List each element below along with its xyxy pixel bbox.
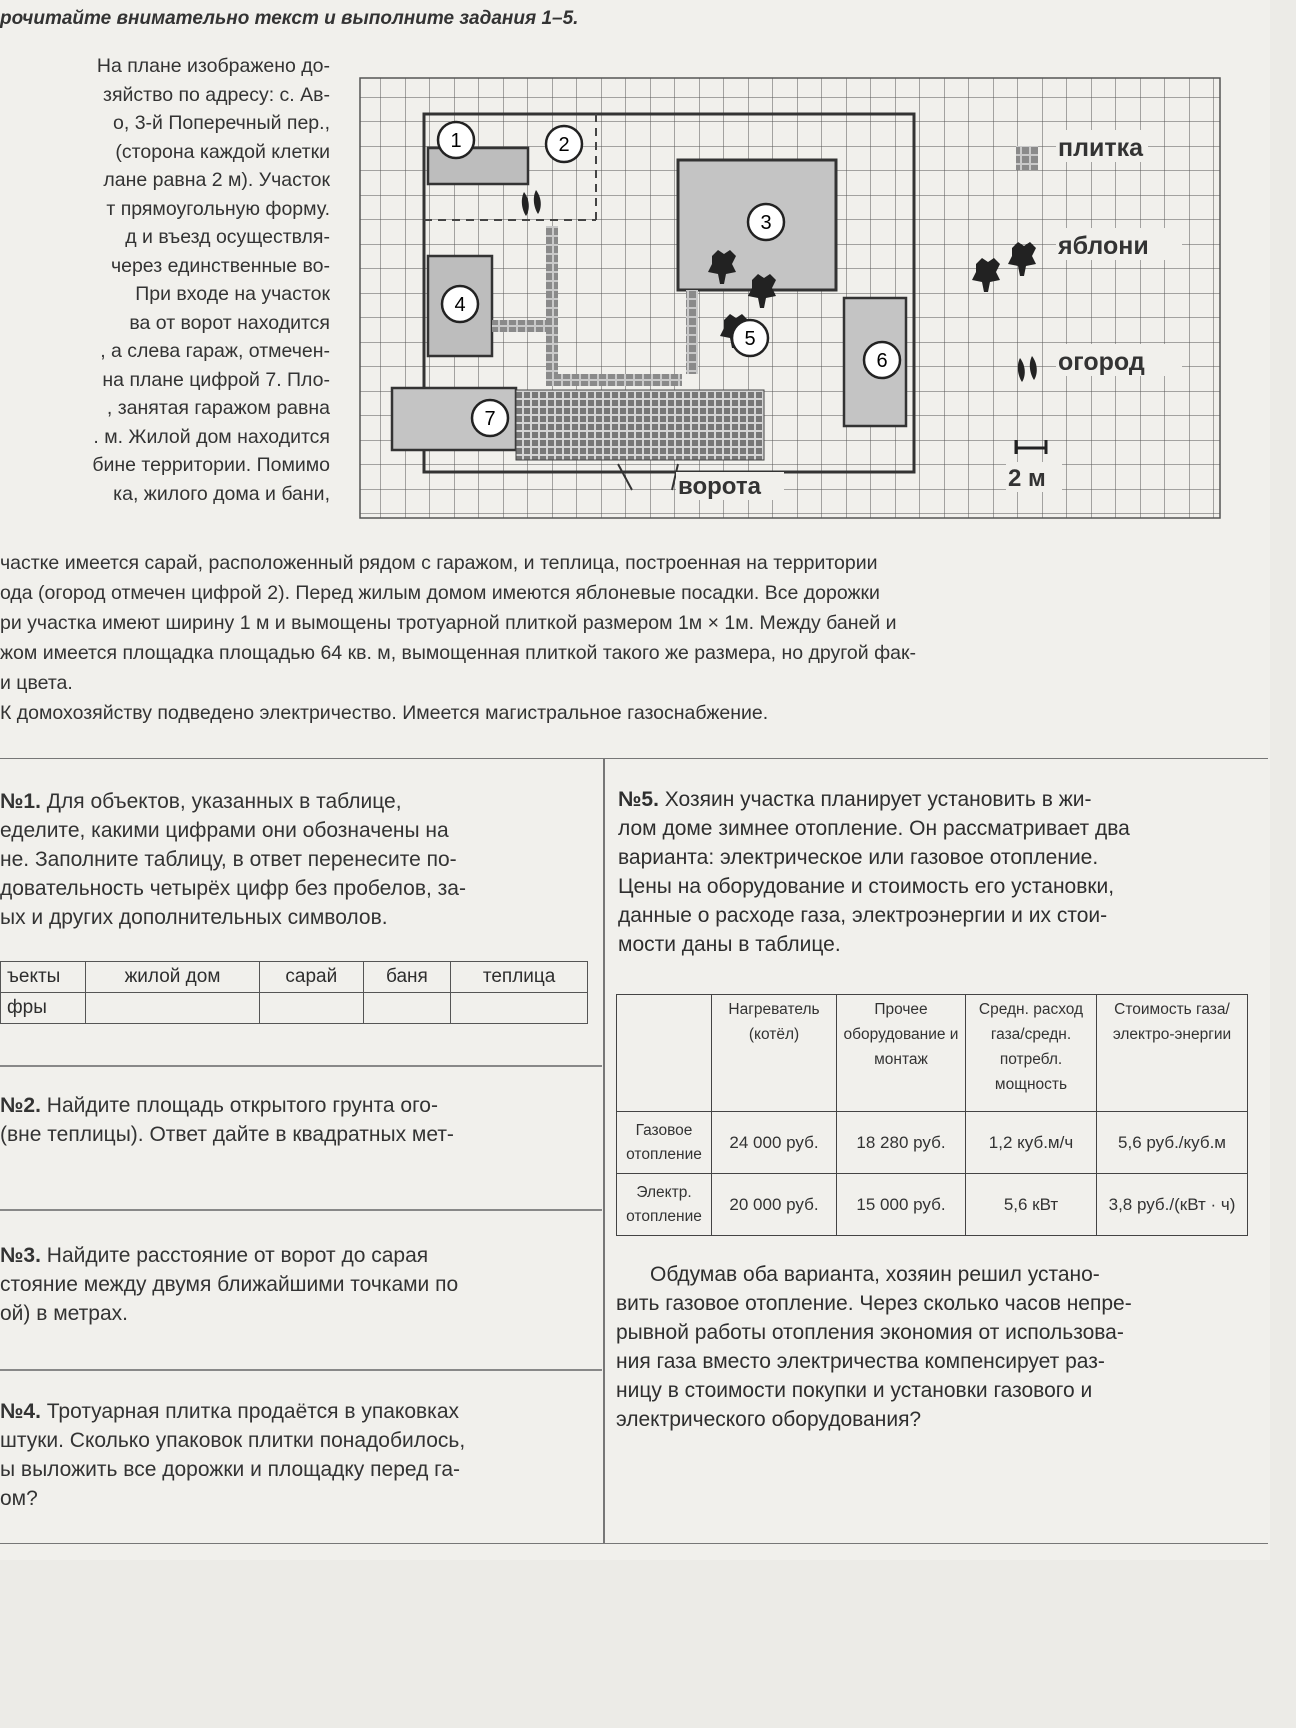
- intro-line: д и въезд осуществля-: [125, 226, 330, 248]
- task-text: Цены на оборудование и стоимость его установки,: [618, 875, 1115, 898]
- task-separator: [0, 1065, 602, 1067]
- plan-number-7: [472, 400, 508, 436]
- task-text: Хозяин участка планирует установить в жи-: [658, 788, 1092, 811]
- legend-garden-label: огород: [1058, 348, 1145, 376]
- task-text: рывной работы отопления экономия от использова-: [616, 1321, 1124, 1344]
- tiled-platform: [516, 390, 764, 460]
- task-text: данные о расходе газа, электроэнергии и их стои-: [618, 904, 1108, 927]
- intro-line: , а слева гараж, отмечен-: [100, 340, 330, 362]
- table-cell: 5,6 руб./куб.м: [1097, 1112, 1248, 1174]
- plan-number-1: [438, 122, 474, 158]
- legend-tile-label: плитка: [1058, 134, 1144, 162]
- table-row-label: фры: [1, 993, 86, 1024]
- task-number: №2.: [0, 1094, 41, 1117]
- intro-line: К домохозяйству подведено электричество. Имеется магистральное газоснабжение.: [0, 702, 769, 724]
- task-5: [618, 785, 1248, 959]
- intro-line: на плане цифрой 7. Пло-: [102, 368, 330, 391]
- legend-tile-swatch: [1016, 146, 1038, 170]
- task-number: №5.: [618, 788, 659, 811]
- intro-line: На плане изображено до-: [96, 55, 330, 77]
- task-text: мости даны в таблице.: [618, 933, 841, 956]
- site-plan: [356, 48, 1232, 520]
- task-separator: [0, 1209, 602, 1211]
- task-text: довательность четырёх цифр без пробелов, за-: [0, 877, 466, 900]
- table-header-cell: баня: [363, 962, 451, 993]
- task-text: ницу в стоимости покупки и установки газового и: [616, 1379, 1093, 1402]
- intro-line: зяйство по адресу: с. Ав-: [103, 83, 330, 106]
- intro-line: о, 3-й Поперечный пер.,: [113, 112, 330, 134]
- table-header-cell: Средн. расход газа/средн. потребл. мощность: [966, 995, 1097, 1112]
- table-header-cell: ъекты: [1, 962, 86, 993]
- task-text: электрического оборудования?: [616, 1408, 922, 1431]
- task-5-question: [616, 1260, 1252, 1434]
- path-tile: [552, 374, 682, 386]
- legend-apple-label: яблони: [1058, 232, 1149, 260]
- path-tile: [492, 320, 552, 332]
- intro-line: ка, жилого дома и бани,: [113, 482, 330, 505]
- table-cell: 18 280 руб.: [837, 1112, 966, 1174]
- task-1-answer-table: [0, 961, 588, 1024]
- task-separator: [0, 1369, 602, 1371]
- task-text: Найдите расстояние от ворот до сарая: [40, 1244, 429, 1267]
- intro-full-text: [0, 548, 1240, 728]
- task-text: Найдите площадь открытого грунта ого-: [40, 1094, 438, 1117]
- intro-line: ода (огород отмечен цифрой 2). Перед жилым домом имеются яблоневые посадки. Все дорожки: [0, 582, 880, 604]
- task-4: [0, 1397, 600, 1513]
- task-text: ом?: [0, 1487, 38, 1510]
- table-corner-cell: [617, 995, 712, 1112]
- task-text: стояние между двумя ближайшими точками по: [0, 1273, 459, 1296]
- task-text: ых и других дополнительных символов.: [0, 906, 388, 929]
- intro-line: , занятая гаражом равна: [106, 397, 330, 419]
- instruction-header: рочитайте внимательно текст и выполните задания 1–5.: [0, 8, 579, 29]
- task-text: ы выложить все дорожки и площадку перед га-: [0, 1458, 461, 1481]
- task-text: вить газовое отопление. Через сколько часов непре-: [616, 1292, 1132, 1315]
- intro-line: и цвета.: [0, 672, 73, 694]
- path-tile: [686, 290, 698, 374]
- task-number: №3.: [0, 1244, 41, 1267]
- intro-line: ва от ворот находится: [129, 311, 330, 334]
- intro-line: . м. Жилой дом находится: [93, 425, 330, 448]
- table-header-cell: Стоимость газа/электро-энергии: [1097, 995, 1248, 1112]
- task-text: Для объектов, указанных в таблице,: [40, 790, 402, 813]
- svg-text:7: 7: [484, 408, 496, 430]
- svg-text:2: 2: [558, 134, 570, 156]
- svg-text:1: 1: [450, 130, 462, 152]
- plan-number-4: [442, 286, 478, 322]
- task-text: ой) в метрах.: [0, 1302, 128, 1325]
- table-header-cell: Прочее оборудование и монтаж: [837, 995, 966, 1112]
- gate-label: ворота: [678, 473, 761, 500]
- scale-label: 2 м: [1008, 465, 1046, 492]
- svg-text:5: 5: [744, 328, 756, 350]
- task-1: [0, 787, 600, 932]
- table-header-cell: сарай: [259, 962, 363, 993]
- intro-line: бине территории. Помимо: [92, 454, 330, 476]
- task-text: еделите, какими цифрами они обозначены на: [0, 819, 449, 842]
- svg-text:3: 3: [760, 212, 772, 234]
- path-tile: [546, 226, 558, 386]
- table-cell: 3,8 руб./(кВт · ч): [1097, 1174, 1248, 1236]
- plan-number-6: [864, 342, 900, 378]
- task-2: [0, 1091, 600, 1149]
- table-header-cell: жилой дом: [86, 962, 260, 993]
- table-cell: 15 000 руб.: [837, 1174, 966, 1236]
- task-text: штуки. Сколько упаковок плитки понадобилось,: [0, 1429, 466, 1452]
- answer-cell[interactable]: [259, 993, 363, 1024]
- table-header-cell: Нагреватель (котёл): [712, 995, 837, 1112]
- intro-line: частке имеется сарай, расположенный рядом с гаражом, и теплица, построенная на территории: [0, 552, 878, 574]
- task-number: №1.: [0, 790, 41, 813]
- intro-line: (сторона каждой клетки: [115, 140, 330, 163]
- task-number: №4.: [0, 1400, 41, 1423]
- table-row-label: Электр. отопление: [617, 1174, 712, 1236]
- table-cell: 20 000 руб.: [712, 1174, 837, 1236]
- task-text: варианта: электрическое или газовое отопление.: [618, 846, 1099, 869]
- table-cell: 24 000 руб.: [712, 1112, 837, 1174]
- plan-number-5: [732, 320, 768, 356]
- table-cell: 5,6 кВт: [966, 1174, 1097, 1236]
- task-text: Тротуарная плитка продаётся в упаковках: [40, 1400, 460, 1423]
- task-text: ния газа вместо электричества компенсирует раз-: [616, 1350, 1105, 1373]
- task-text: лом доме зимнее отопление. Он рассматривает два: [618, 817, 1130, 840]
- svg-text:4: 4: [454, 294, 466, 316]
- svg-text:6: 6: [876, 350, 888, 372]
- intro-line: через единственные во-: [110, 254, 330, 277]
- plan-number-3: [748, 204, 784, 240]
- intro-left-column: [0, 52, 330, 508]
- task-text: Обдумав оба варианта, хозяин решил устано-: [650, 1263, 1100, 1286]
- table-header-cell: теплица: [451, 962, 588, 993]
- plan-number-2: [546, 126, 582, 162]
- task-text: не. Заполните таблицу, в ответ перенесите по-: [0, 848, 457, 871]
- intro-line: жом имеется площадка площадью 64 кв. м, вымощенная плиткой такого же размера, но другой фак-: [0, 642, 916, 664]
- column-divider: [603, 759, 605, 1543]
- table-row-label: Газовое отопление: [617, 1112, 712, 1174]
- task-5-price-table: [616, 994, 1248, 1236]
- task-text: (вне теплицы). Ответ дайте в квадратных мет-: [0, 1123, 454, 1146]
- intro-line: лане равна 2 м). Участок: [103, 169, 330, 191]
- answer-cell[interactable]: [86, 993, 260, 1024]
- answer-cell[interactable]: [363, 993, 451, 1024]
- task-3: [0, 1241, 600, 1328]
- intro-line: т прямоугольную форму.: [106, 197, 330, 220]
- answer-cell[interactable]: [451, 993, 588, 1024]
- table-cell: 1,2 куб.м/ч: [966, 1112, 1097, 1174]
- intro-line: При входе на участок: [135, 283, 330, 305]
- intro-line: ри участка имеют ширину 1 м и вымощены тротуарной плиткой размером 1м × 1м. Между баней и: [0, 612, 897, 634]
